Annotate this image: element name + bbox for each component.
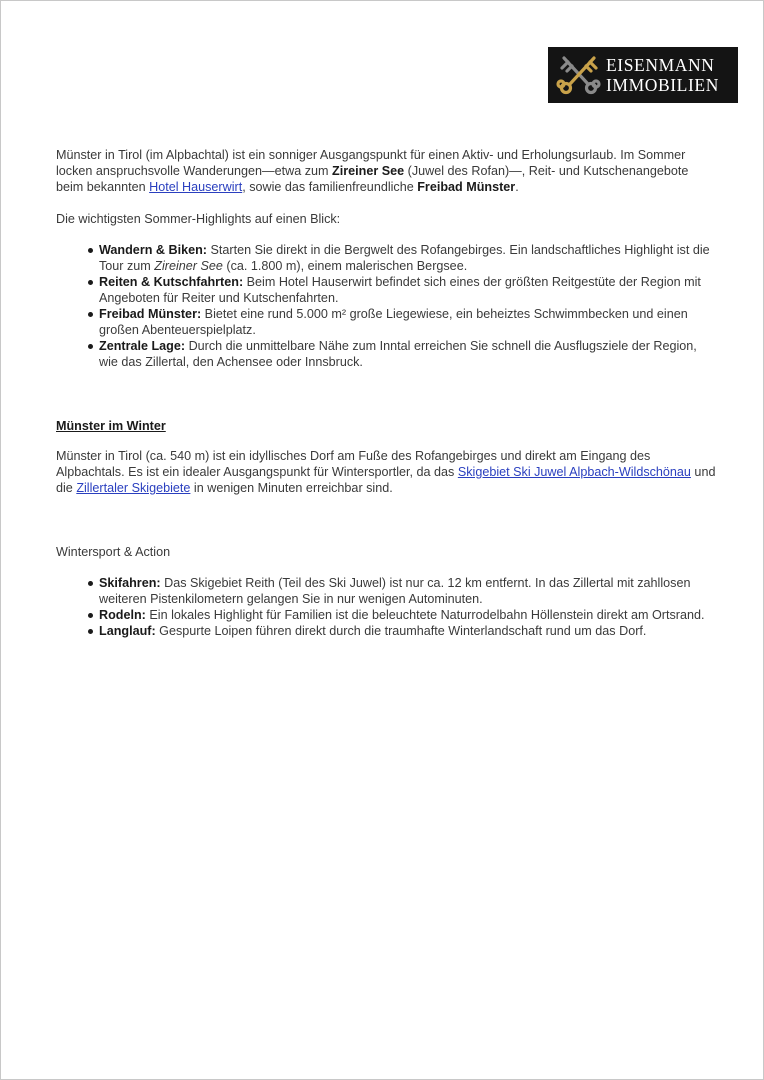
intro-text-3: , sowie das familienfreundliche: [242, 180, 418, 194]
summer-intro: Die wichtigsten Sommer-Highlights auf einen Blick:: [56, 212, 341, 226]
winter-text-2: und die: [56, 465, 716, 495]
list-item-text: Gespurte Loipen führen direkt durch die traumhafte Winterlandschaft rund um das Dorf.: [155, 624, 647, 638]
list-item: [56, 575, 716, 607]
list-item: [56, 274, 716, 306]
intro-text-2: (Juwel des Rofan)—, Reit- und Kutschenangebote beim bekannten: [56, 164, 689, 194]
link-hotel-hauserwirt[interactable]: Hotel Hauserwirt: [149, 180, 243, 194]
keys-icon: [554, 50, 604, 100]
list-item-label: Freibad Münster:: [99, 307, 202, 321]
link-zillertaler-skigebiete[interactable]: Zillertaler Skigebiete: [76, 481, 191, 495]
intro-text-1: Münster in Tirol (im Alpbachtal) ist ein sonniger Ausgangspunkt für einen Aktiv- und Erholungsurlaub. Im Sommer locken anspruchsvolle Wanderungen—etwa zum: [56, 148, 686, 178]
list-item-text: Das Skigebiet Reith (Teil des Ski Juwel) ist nur ca. 12 km entfernt. In das Zillertal mit zahllosen weiteren Pistenkilometern gelangen Sie in nur wenigen Autominuten.: [99, 576, 691, 606]
list-item: [56, 338, 716, 370]
list-item-text: Ein lokales Highlight für Familien ist die beleuchtete Naturrodelbahn Höllenstein direkt am Ortsrand.: [145, 608, 705, 622]
winter-text-3: in wenigen Minuten erreichbar sind.: [190, 481, 393, 495]
list-item: [56, 306, 716, 338]
list-item: [56, 242, 716, 274]
logo-line-2: IMMOBILIEN: [606, 75, 719, 95]
winter-heading: Münster im Winter: [56, 419, 166, 433]
list-item-label: Langlauf:: [99, 624, 156, 638]
intro-paragraph: [56, 147, 716, 195]
intro-bold-zireiner: Zireiner See: [332, 164, 405, 178]
list-item: [56, 607, 716, 623]
intro-text-4: .: [515, 180, 519, 194]
logo-line-1: EISENMANN: [606, 55, 715, 75]
list-item-label: Wandern & Biken:: [99, 243, 207, 257]
intro-bold-freibad: Freibad Münster: [417, 180, 516, 194]
company-logo[interactable]: [548, 47, 738, 103]
wintersport-list: [56, 575, 716, 639]
winter-text-1: Münster in Tirol (ca. 540 m) ist ein idyllisches Dorf am Fuße des Rofangebirges und direkt am Eingang des Alpbachtals. Es ist ein idealer Ausgangspunkt für Wintersportler, da das: [56, 449, 651, 479]
document-body: [56, 147, 716, 639]
summer-highlights-list: [56, 242, 716, 370]
link-ski-juwel[interactable]: Skigebiet Ski Juwel Alpbach-Wildschönau: [457, 465, 691, 479]
list-item-label: Rodeln:: [99, 608, 146, 622]
list-item-text: (ca. 1.800 m), einem malerischen Bergsee.: [222, 259, 468, 273]
list-item-label: Zentrale Lage:: [99, 339, 186, 353]
list-item: [56, 623, 716, 639]
list-item-text: Beim Hotel Hauserwirt befindet sich eines der größten Reitgestüte der Region mit Angeboten für Reiter und Kutschenfahrten.: [99, 275, 701, 305]
list-item-italic: Zireiner See: [154, 259, 223, 273]
logo-wordmark: [606, 55, 719, 95]
wintersport-title: Wintersport & Action: [56, 545, 171, 559]
list-item-label: Skifahren:: [99, 576, 161, 590]
list-item-text: Bietet eine rund 5.000 m² große Liegewiese, ein beheiztes Schwimmbecken und einen großen Abenteuerspielplatz.: [99, 307, 688, 337]
winter-paragraph: [56, 448, 716, 496]
list-item-text: Durch die unmittelbare Nähe zum Inntal erreichen Sie schnell die Ausflugsziele der Region, wie das Zillertal, den Achensee oder Innsbruck.: [99, 339, 697, 369]
list-item-label: Reiten & Kutschfahrten:: [99, 275, 244, 289]
list-item-text: Starten Sie direkt in die Bergwelt des Rofangebirges. Ein landschaftliches Highlight ist die Tour zum: [99, 243, 710, 273]
